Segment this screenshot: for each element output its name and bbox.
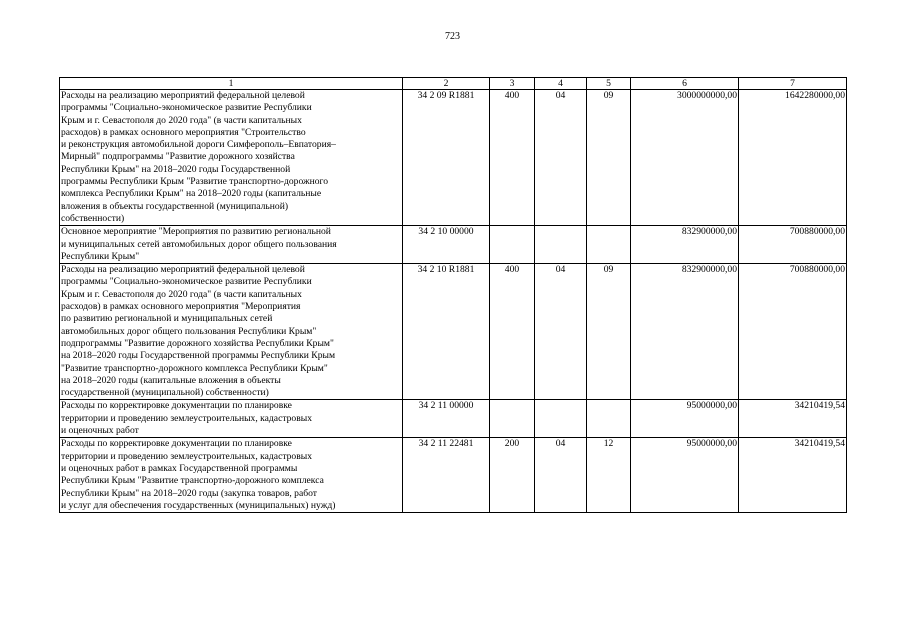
row-description: [60, 226, 403, 264]
row-code: 34 2 11 22481: [403, 438, 490, 513]
row-col-5: [587, 226, 631, 264]
row-col-3: 400: [490, 264, 535, 400]
description-line: Расходы по корректировке документации по планировке: [61, 438, 292, 450]
row-amount-6: 3000000000,00: [631, 90, 739, 226]
row-col-4: [535, 400, 587, 438]
description-line: и оценочных работ: [61, 425, 139, 437]
description-line: государственной (муниципальной) собственности): [61, 387, 269, 399]
table-row: [60, 400, 847, 438]
row-col-5: 09: [587, 264, 631, 400]
description-line: программы "Социально-экономическое развитие Республики: [61, 276, 312, 288]
description-line: Крым и г. Севастополя до 2020 года" (в части капитальных: [61, 288, 302, 300]
row-col-3: [490, 226, 535, 264]
table-row: [60, 264, 847, 400]
description-line: подпрограммы "Развитие дорожного хозяйства Республики Крым": [61, 337, 334, 349]
row-col-3: 200: [490, 438, 535, 513]
description-line: расходов) в рамках основного мероприятия "Строительство: [61, 126, 306, 138]
header-col-4: 4: [535, 78, 587, 90]
row-amount-7: 34210419,54: [739, 438, 847, 513]
description-line: программы Республики Крым "Развитие транспортно-дорожного: [61, 176, 329, 188]
table-row: [60, 90, 847, 226]
description-line: и услуг для обеспечения государственных (муниципальных) нужд): [61, 499, 336, 511]
row-col-5: [587, 400, 631, 438]
description-line: собственности): [61, 212, 125, 224]
description-line: вложения в объекты государственной (муниципальной): [61, 200, 289, 212]
row-amount-6: 95000000,00: [631, 400, 739, 438]
description-line: Расходы по корректировке документации по планировке: [61, 400, 292, 412]
description-line: и оценочных работ в рамках Государственной программы: [61, 462, 298, 474]
description-line: и муниципальных сетей автомобильных дорог общего пользования: [61, 238, 337, 250]
row-col-5: 09: [587, 90, 631, 226]
description-line: по развитию региональной и муниципальных сетей: [61, 313, 273, 325]
header-col-1: 1: [60, 78, 403, 90]
description-line: на 2018–2020 годы Государственной программы Республики Крым: [61, 350, 336, 362]
description-line: расходов) в рамках основного мероприятия "Мероприятия: [61, 301, 301, 313]
row-amount-7: 1642280000,00: [739, 90, 847, 226]
description-line: комплекса Республики Крым" на 2018–2020 годы (капитальные: [61, 188, 322, 200]
header-col-7: 7: [739, 78, 847, 90]
row-amount-7: 700880000,00: [739, 226, 847, 264]
description-line: Республики Крым" на 2018–2020 годы Государственной: [61, 163, 291, 175]
header-col-5: 5: [587, 78, 631, 90]
row-col-4: [535, 226, 587, 264]
row-description: [60, 400, 403, 438]
header-col-6: 6: [631, 78, 739, 90]
header-col-3: 3: [490, 78, 535, 90]
row-amount-7: 34210419,54: [739, 400, 847, 438]
description-line: Республики Крым" на 2018–2020 годы (закупка товаров, работ: [61, 487, 317, 499]
row-amount-6: 95000000,00: [631, 438, 739, 513]
row-col-4: 04: [535, 264, 587, 400]
row-amount-6: 832900000,00: [631, 226, 739, 264]
description-line: Крым и г. Севастополя до 2020 года" (в части капитальных: [61, 114, 302, 126]
budget-table: [59, 77, 847, 513]
row-amount-7: 700880000,00: [739, 264, 847, 400]
row-col-3: 400: [490, 90, 535, 226]
row-col-5: 12: [587, 438, 631, 513]
description-line: территории и проведению землеустроительных, кадастровых: [61, 450, 312, 462]
description-line: территории и проведению землеустроительных, кадастровых: [61, 412, 312, 424]
description-line: Республики Крым": [61, 250, 140, 262]
description-line: автомобильных дорог общего пользования Республики Крым": [61, 325, 317, 337]
row-col-4: 04: [535, 438, 587, 513]
row-code: 34 2 09 R1881: [403, 90, 490, 226]
description-line: Расходы на реализацию мероприятий федеральной целевой: [61, 264, 305, 276]
row-code: 34 2 10 R1881: [403, 264, 490, 400]
description-line: Расходы на реализацию мероприятий федеральной целевой: [61, 90, 305, 101]
description-line: Мирный" подпрограммы "Развитие дорожного хозяйства: [61, 151, 295, 163]
description-line: на 2018–2020 годы (капитальные вложения в объекты: [61, 374, 281, 386]
page-number: 723: [445, 31, 460, 42]
table-row: [60, 438, 847, 513]
description-line: программы "Социально-экономическое развитие Республики: [61, 102, 312, 114]
row-description: [60, 438, 403, 513]
description-line: Республики Крым "Развитие транспортно-дорожного комплекса: [61, 475, 324, 487]
description-line: Основное мероприятие "Мероприятия по развитию региональной: [61, 226, 331, 238]
row-col-3: [490, 400, 535, 438]
row-col-4: 04: [535, 90, 587, 226]
row-code: 34 2 10 00000: [403, 226, 490, 264]
description-line: "Развитие транспортно-дорожного комплекса Республики Крым": [61, 362, 328, 374]
table-row: [60, 226, 847, 264]
row-description: [60, 90, 403, 226]
row-code: 34 2 11 00000: [403, 400, 490, 438]
description-line: и реконструкция автомобильной дороги Симферополь–Евпатория–: [61, 139, 336, 151]
row-description: [60, 264, 403, 400]
header-row: [60, 78, 847, 90]
header-col-2: 2: [403, 78, 490, 90]
table-body: [60, 90, 847, 513]
row-amount-6: 832900000,00: [631, 264, 739, 400]
